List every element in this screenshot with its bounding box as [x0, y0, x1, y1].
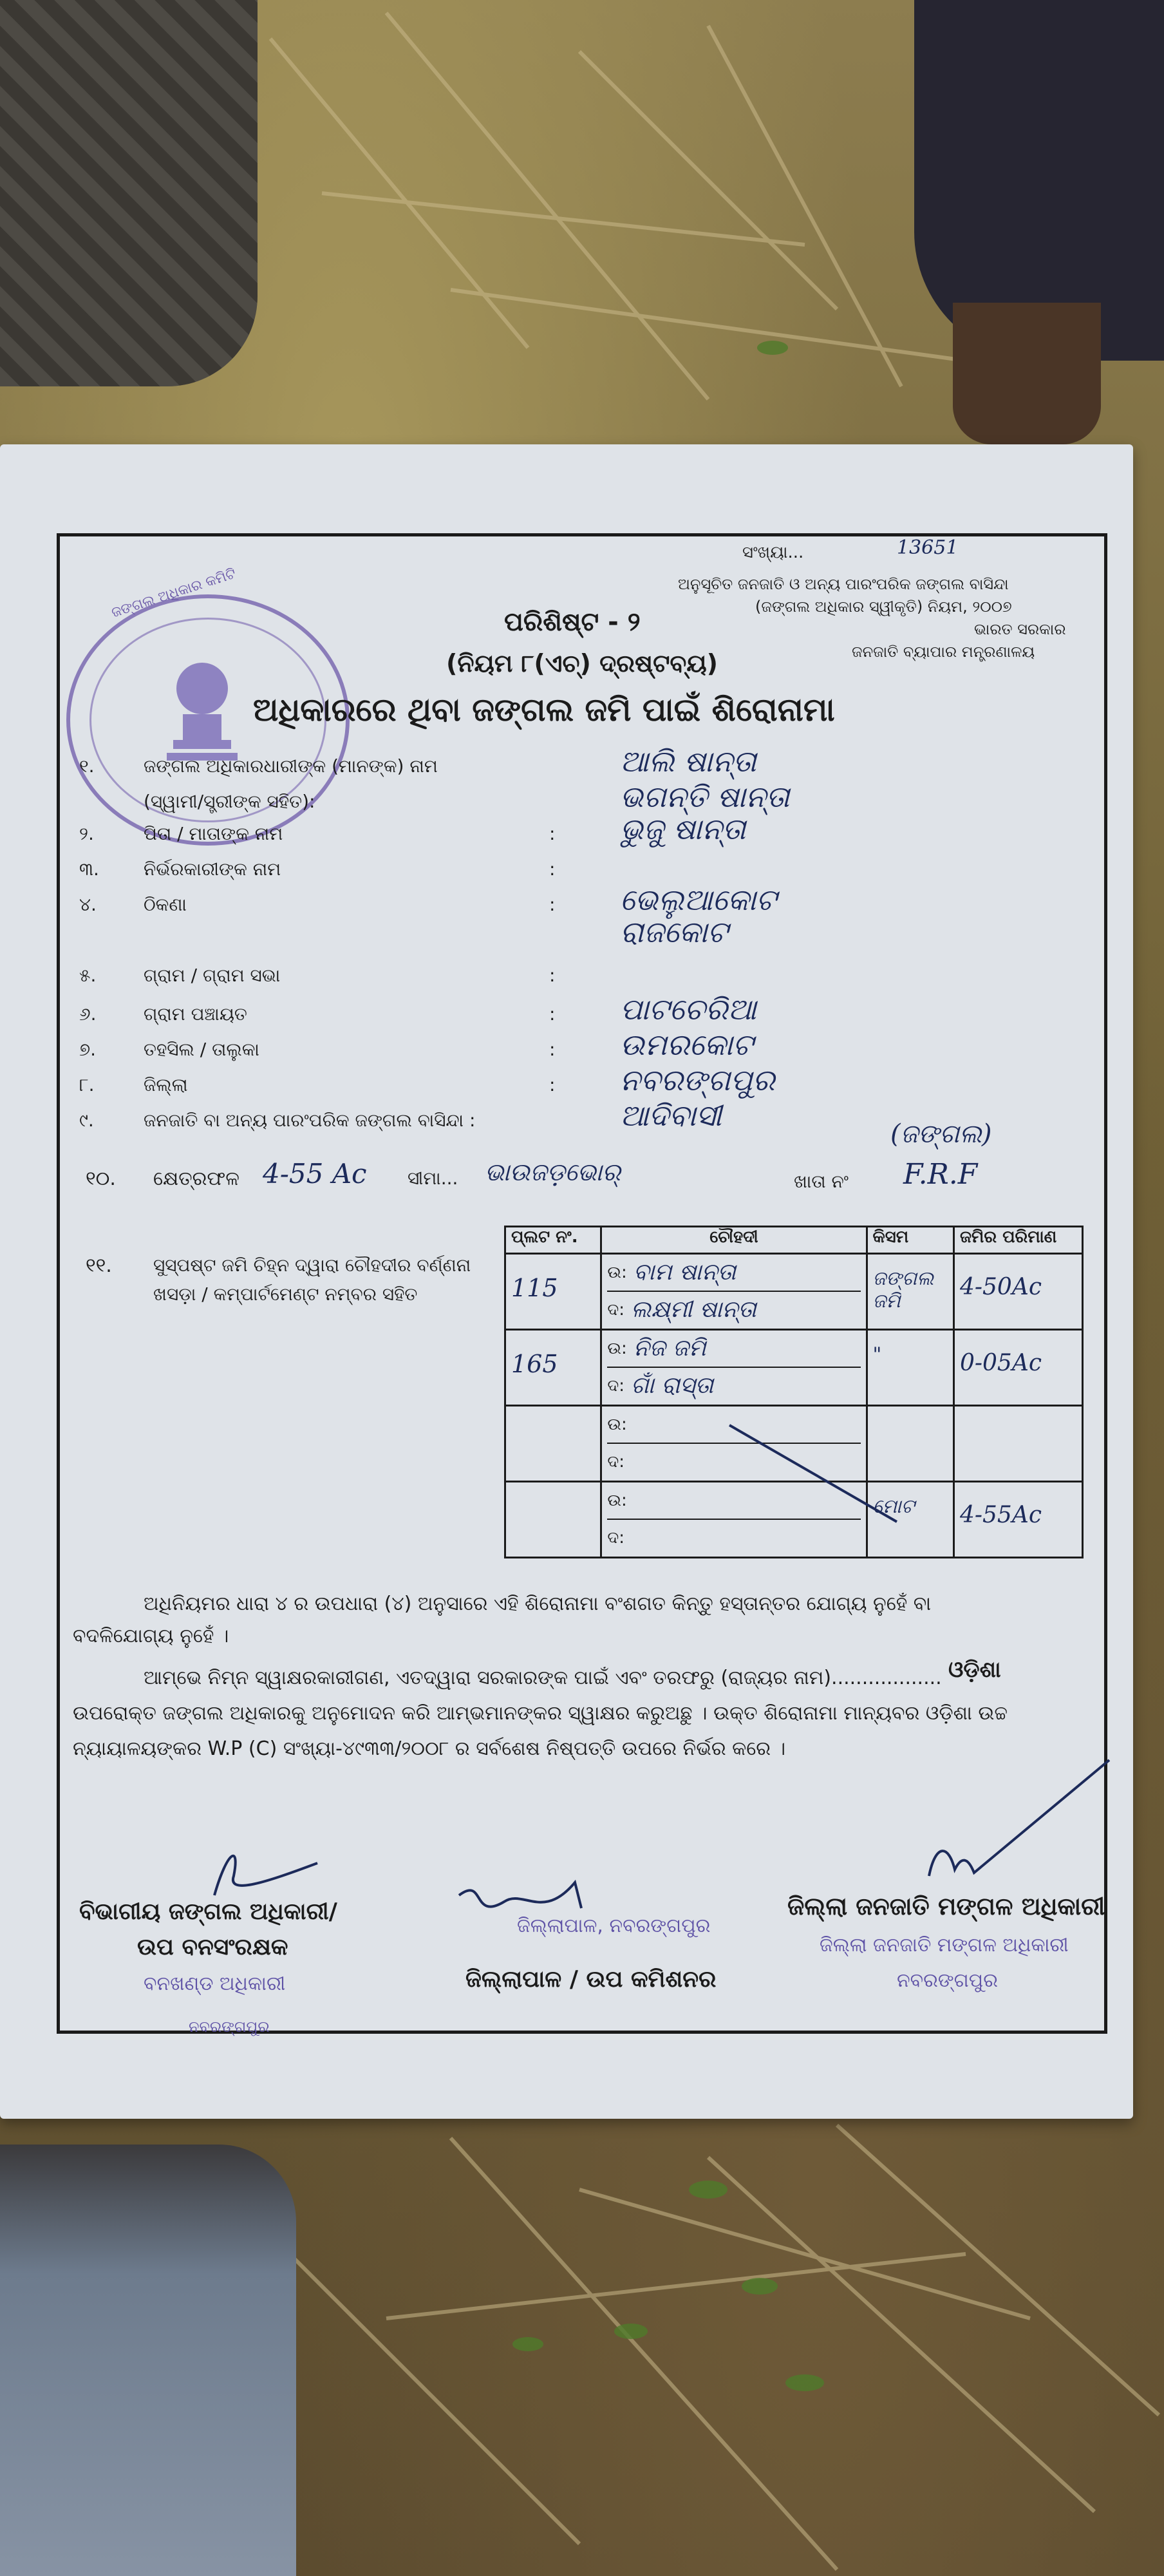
header-boundary: ଚୌହଦୀ	[601, 1227, 867, 1254]
title-document	[57, 533, 1107, 2034]
field-number: ୪.	[79, 894, 97, 915]
field-number: ୭.	[79, 1039, 97, 1060]
field-colon: :	[549, 1039, 556, 1060]
area-amount	[960, 1406, 1076, 1426]
field-value: ନବରଙ୍ଗପୁର	[620, 1063, 775, 1097]
sig-1-title-2: ଉପ ବନସଂରକ୍ଷକ	[137, 1934, 288, 1960]
field-number: ୬.	[79, 1003, 97, 1025]
state-name: ଓଡ଼ିଶା	[948, 1657, 1001, 1683]
field-label: ତହସିଲ / ତାଲୁକା	[144, 1039, 259, 1060]
kisam-value: ମୋଟ	[872, 1495, 915, 1518]
area-amount: 4-50Ac	[959, 1274, 1042, 1300]
field-value: ରାଜକୋଟ	[620, 914, 728, 949]
field-value: ଭୁଜୁ ଷାନ୍ତା	[620, 811, 746, 846]
field-value: ଭେଲୁଆକୋଟ	[620, 882, 777, 917]
header-kisam: କିସମ	[867, 1227, 953, 1254]
field-number: ୫.	[79, 965, 97, 986]
field-value: ଆଦିବାସୀ	[620, 1098, 722, 1133]
plot-number: 165	[511, 1350, 558, 1378]
act-line-2: (ଜଙ୍ଗଲ ଅଧିକାର ସ୍ୱୀକୃତି) ନିୟମ, ୨୦୦୭	[755, 598, 1012, 616]
field-colon: :	[549, 1003, 556, 1025]
north-prefix: ଉ:	[607, 1414, 627, 1434]
field-label: (ସ୍ୱାମୀ/ସ୍ତ୍ରୀଙ୍କ ସହିତ):	[144, 791, 315, 812]
field-colon: :	[549, 823, 556, 844]
north-boundary: ନିଜ ଜମି	[633, 1335, 706, 1361]
act-line-4: ଜନଜାତି ବ୍ୟାପାର ମନ୍ତ୍ରଣାଳୟ	[852, 643, 1035, 661]
description-line-1: ସୁସ୍ପଷ୍ଟ ଜମି ଚିହ୍ନ ଦ୍ୱାରା ଚୌହଦୀର ବର୍ଣ୍ଣନା	[153, 1255, 471, 1276]
field-number: ୮.	[79, 1074, 95, 1095]
signature-1	[189, 1837, 356, 1902]
field-value: ପାଟଚେରିଆ	[620, 992, 756, 1027]
person-leg-top-left	[0, 0, 258, 386]
field-number: ୧.	[79, 755, 95, 777]
field-value: ଉମରକୋଟ	[620, 1027, 754, 1062]
field-colon: :	[549, 894, 556, 915]
emblem-icon	[160, 656, 244, 766]
kisam-value: ଜଙ୍ଗଲ ଜମି	[872, 1267, 934, 1312]
field-number: ୩.	[79, 858, 99, 880]
act-line-1: ଅନୁସୂଚିତ ଜନଜାତି ଓ ଅନ୍ୟ ପାରଂପରିକ ଜଙ୍ଗଲ ବାସିନ୍ଦା	[678, 575, 1009, 593]
sig-1-stamp-1: ବନଖଣ୍ଡ ଅଧିକାରୀ	[144, 1973, 286, 1995]
south-boundary: ଗାଁ ରାସ୍ତା	[631, 1372, 714, 1399]
field-value: ଆଲି ଷାନ୍ତା	[620, 744, 756, 779]
sig-2-stamp: ଜିଲ୍ଲାପାଳ, ନବରଙ୍ଗପୁର	[517, 1915, 711, 1937]
description-number: ୧୧.	[86, 1255, 112, 1277]
field-value: ଭଗନ୍ତି ଷାନ୍ତା	[620, 779, 790, 814]
number-label: ସଂଖ୍ୟା...	[742, 543, 804, 562]
sig-2-title: ଜିଲ୍ଲାପାଳ / ଉପ କମିଶନର	[465, 1966, 717, 1993]
kisam-value: "	[872, 1343, 882, 1366]
act-line-3: ଭାରତ ସରକାର	[974, 620, 1066, 638]
sima-value: ଭାଉଜଡ଼ଭୋର୍	[485, 1158, 621, 1186]
page-title: ଅଧିକାରରେ ଥିବା ଜଙ୍ଗଲ ଜମି ପାଇଁ ଶିରୋନାମା	[253, 691, 835, 728]
field-colon: :	[549, 858, 556, 880]
field-label: ଜନଜାତି ବା ଅନ୍ୟ ପାରଂପରିକ ଜଙ୍ଗଲ ବାସିନ୍ଦା :	[144, 1110, 476, 1131]
kisam-value	[873, 1406, 948, 1419]
plot-number	[511, 1482, 595, 1502]
south-prefix: ଦ:	[607, 1528, 625, 1548]
area-amount: 0-05Ac	[959, 1350, 1042, 1376]
area-amount: 4-55Ac	[959, 1502, 1042, 1528]
header-plot: ପ୍ଲଟ ନଂ.	[505, 1227, 601, 1254]
field-number: ୨.	[79, 823, 94, 844]
sig-3-stamp-2: ନବରଙ୍ଗପୁର	[897, 1969, 998, 1992]
north-boundary: ବାମ ଷାନ୍ତା	[633, 1259, 737, 1285]
sima-label: ସୀମା...	[408, 1168, 458, 1189]
field-label: ଗ୍ରାମ ପଞ୍ଚାୟତ	[144, 1003, 247, 1025]
paragraph-1a: ଅଧିନିୟମର ଧାରା ୪ ର ଉପଧାରା (୪) ଅନୁସାରେ ଏହି ଶିରୋନାମା ବଂଶଗତ କିନ୍ତୁ ହସ୍ତାନ୍ତର ଯୋଗ୍ୟ ନୁହେଁ ବା	[144, 1593, 932, 1615]
number-value: 13651	[897, 536, 959, 559]
table-row	[505, 1254, 1083, 1330]
area-label: କ୍ଷେତ୍ରଫଳ	[153, 1168, 239, 1190]
south-prefix: ଦ:	[607, 1300, 625, 1320]
south-prefix: ଦ:	[607, 1452, 625, 1472]
south-boundary: ଲକ୍ଷ୍ମୀ ଷାନ୍ତା	[631, 1296, 756, 1323]
area-value: 4-55 Ac	[263, 1158, 367, 1189]
sig-1-title-1: ବିଭାଗୀୟ ଜଙ୍ଗଲ ଅଧିକାରୀ/	[79, 1899, 337, 1925]
strike-line	[723, 1419, 903, 1528]
field-number: ୯.	[79, 1110, 94, 1131]
signature-3	[916, 1747, 1122, 1895]
paragraph-1b: ବଦଳିଯୋଗ୍ୟ ନୁହେଁ ।	[73, 1625, 229, 1647]
seal-text: ଜଙ୍ଗଲ ଅଧିକାର କମିଟି	[109, 565, 238, 621]
field-label: ଠିକଣା	[144, 894, 187, 915]
field-label: ଗ୍ରାମ / ଗ୍ରାମ ସଭା	[144, 965, 281, 986]
sig-1-stamp-2: ନବରଙ୍ଗପୁର	[189, 2018, 270, 2036]
field-label: ନିର୍ଭରକାରୀଙ୍କ ନାମ	[144, 858, 281, 880]
paragraph-2b: ଉପରୋକ୍ତ ଜଙ୍ଗଲ ଅଧିକାରକୁ ଅନୁମୋଦନ କରି ଆମ୍ଭମାନଙ୍କର ସ୍ୱାକ୍ଷର କରୁଅଛୁ । ଉକ୍ତ ଶିରୋନାମା ମାନ୍ୟବର ଓଡ଼ିଶା ଉଚ୍ଚ	[73, 1702, 1008, 1725]
north-prefix: ଉ:	[607, 1338, 627, 1358]
description-line-2: ଖସଡ଼ା / କମ୍ପାର୍ଟମେଣ୍ଟ ନମ୍ବର ସହିତ	[153, 1283, 418, 1305]
khata-label: ଖାତା ନଂ	[794, 1171, 849, 1192]
north-prefix: ଉ:	[607, 1262, 627, 1282]
north-prefix: ଉ:	[607, 1490, 627, 1510]
khata-value: F.R.F	[903, 1158, 978, 1191]
area-number: ୧୦.	[86, 1168, 116, 1190]
person-foot-bottom-left	[0, 2145, 296, 2576]
table-row	[505, 1330, 1083, 1406]
field-label: ପିତା / ମାତାଙ୍କ ନାମ	[144, 823, 283, 844]
khata-note: (ଜଙ୍ଗଲ)	[890, 1119, 992, 1149]
south-prefix: ଦ:	[607, 1376, 625, 1396]
sig-3-title: ଜିଲ୍ଲା ଜନଜାତି ମଙ୍ଗଳ ଅଧିକାରୀ	[787, 1892, 1105, 1920]
field-colon: :	[549, 1074, 556, 1095]
paragraph-2a: ଆମ୍ଭେ ନିମ୍ନ ସ୍ୱାକ୍ଷରକାରୀଗଣ, ଏତଦ୍ୱାରା ସରକାରଙ୍କ ପାଇଁ ଏବଂ ତରଫରୁ (ରାଜ୍ୟର ନାମ)..................	[144, 1667, 942, 1689]
plot-number	[511, 1406, 595, 1426]
header-area: ଜମିର ପରିମାଣ	[953, 1227, 1082, 1254]
person-shin-top-right	[953, 303, 1101, 444]
paragraph-2c: ନ୍ୟାୟାଳୟଙ୍କର W.P (C) ସଂଖ୍ୟା-୪୯୩୩/୨୦୦୮ ର ସର୍ବଶେଷ ନିଷ୍ପତ୍ତି ଉପରେ ନିର୍ଭର କରେ ।	[73, 1738, 786, 1760]
field-label: ଜଙ୍ଗଲ ଅଧିକାରଧାରୀଙ୍କ (ମାନଙ୍କ) ନାମ	[144, 755, 438, 777]
sig-3-stamp-1: ଜିଲ୍ଲା ଜନଜାତି ମଙ୍ଗଳ ଅଧିକାରୀ	[820, 1934, 1069, 1956]
schedule-title: ପରିଶିଷ୍ଟ - ୨	[504, 607, 641, 637]
plot-number: 115	[511, 1274, 558, 1302]
rule-reference: (ନିୟମ ୮(ଏଚ୍) ଦ୍ରଷ୍ଟବ୍ୟ)	[446, 649, 718, 677]
field-colon: :	[549, 965, 556, 986]
field-label: ଜିଲ୍ଲା	[144, 1074, 188, 1095]
